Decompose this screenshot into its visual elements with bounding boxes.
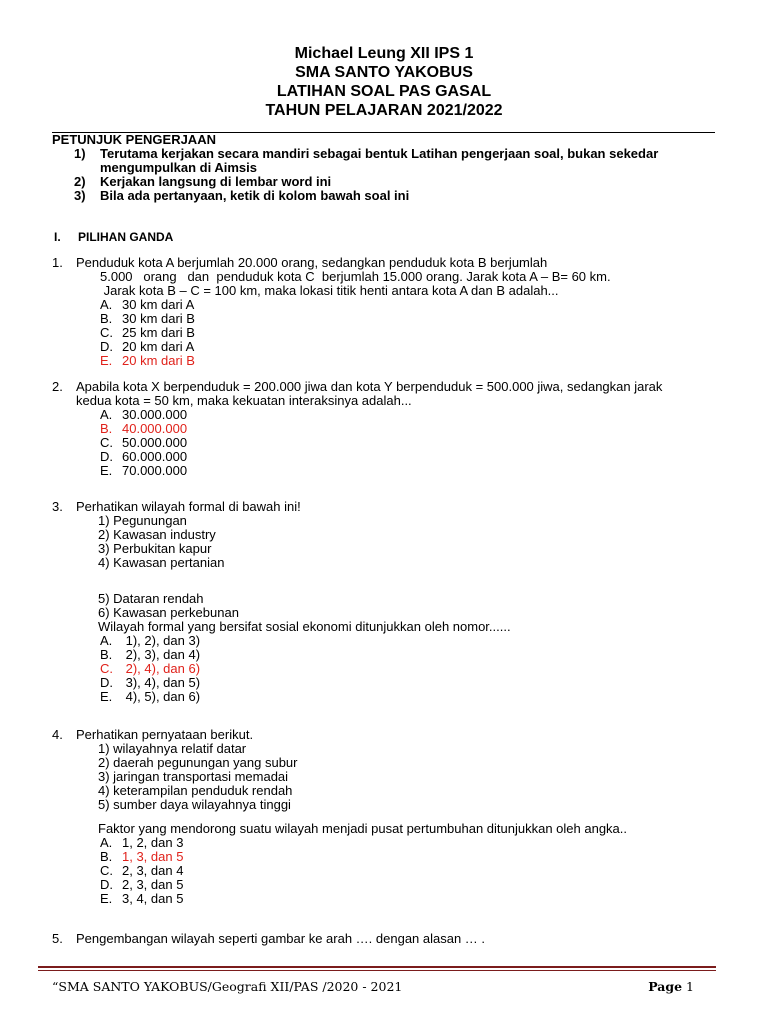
instructions-title: PETUNJUK PENGERJAAN xyxy=(52,132,216,147)
list-item: 2) Kawasan industry xyxy=(98,527,216,542)
list-item: 5) Dataran rendah xyxy=(98,591,204,606)
question-prompt: Wilayah formal yang bersifat sosial ekonomi ditunjukkan oleh nomor...... xyxy=(98,619,511,634)
question-1 xyxy=(52,256,712,368)
question-4 xyxy=(52,728,712,906)
option-e-selected-answer[interactable]: E. 20 km dari B xyxy=(100,353,195,368)
student-name-line: Michael Leung XII IPS 1 xyxy=(294,45,474,62)
question-stem: 5. Pengembangan wilayah seperti gambar ke arah …. dengan alasan … . xyxy=(52,931,486,946)
page-number: Page 1 xyxy=(648,979,694,994)
option-c[interactable]: C. 2, 3, dan 4 xyxy=(100,863,184,878)
question-stem-cont: Jarak kota B – C = 100 km, maka lokasi titik henti antara kota A dan B adalah... xyxy=(100,283,559,298)
option-a[interactable]: A. 30 km dari A xyxy=(100,297,195,312)
option-a[interactable]: A. 1, 2, dan 3 xyxy=(100,835,184,850)
question-stem: 3. Perhatikan wilayah formal di bawah ini! xyxy=(52,499,301,514)
question-prompt: Faktor yang mendorong suatu wilayah menjadi pusat pertumbuhan ditunjukkan oleh angka.. xyxy=(98,821,628,836)
academic-year: TAHUN PELAJARAN 2021/2022 xyxy=(265,102,503,119)
option-a[interactable]: A. 1), 2), dan 3) xyxy=(100,633,201,648)
option-c[interactable]: C. 50.000.000 xyxy=(100,435,188,450)
document-header xyxy=(0,44,768,120)
footer-source: “SMA SANTO YAKOBUS/Geografi XII/PAS /2020 - 2021 xyxy=(52,979,403,994)
footer-divider xyxy=(38,966,716,971)
question-5 xyxy=(52,932,712,946)
instruction-item: 2) Kerjakan langsung di lembar word ini xyxy=(74,174,332,189)
option-b-selected-answer[interactable]: B. 40.000.000 xyxy=(100,421,188,436)
option-c[interactable]: C. 25 km dari B xyxy=(100,325,195,340)
option-d[interactable]: D. 3), 4), dan 5) xyxy=(100,675,201,690)
list-item: 3) Perbukitan kapur xyxy=(98,541,212,556)
option-e[interactable]: E. 4), 5), dan 6) xyxy=(100,689,201,704)
list-item: 6) Kawasan perkebunan xyxy=(98,605,239,620)
question-stem: 1. Penduduk kota A berjumlah 20.000 orang, sedangkan penduduk kota B berjumlah xyxy=(52,255,548,270)
instruction-item: 3) Bila ada pertanyaan, ketik di kolom bawah soal ini xyxy=(74,188,410,203)
option-b-selected-answer[interactable]: B. 1, 3, dan 5 xyxy=(100,849,184,864)
option-d[interactable]: D. 2, 3, dan 5 xyxy=(100,877,184,892)
school-name: SMA SANTO YAKOBUS xyxy=(295,64,473,81)
option-c-selected-answer[interactable]: C. 2), 4), dan 6) xyxy=(100,661,201,676)
option-e[interactable]: E. 3, 4, dan 5 xyxy=(100,891,184,906)
exam-title: LATIHAN SOAL PAS GASAL xyxy=(276,83,492,100)
question-stem: 4. Perhatikan pernyataan berikut. xyxy=(52,727,254,742)
section-heading: I. PILIHAN GANDA xyxy=(54,230,174,244)
list-item: 3) jaringan transportasi memadai xyxy=(98,769,289,784)
option-d[interactable]: D. 60.000.000 xyxy=(100,449,188,464)
option-e[interactable]: E. 70.000.000 xyxy=(100,463,188,478)
question-2 xyxy=(52,380,712,478)
list-item: 1) Pegunungan xyxy=(98,513,187,528)
list-item: 4) Kawasan pertanian xyxy=(98,555,225,570)
option-d[interactable]: D. 20 km dari A xyxy=(100,339,195,354)
instructions-block xyxy=(52,132,712,203)
option-b[interactable]: B. 30 km dari B xyxy=(100,311,195,326)
question-stem: 2. Apabila kota X berpenduduk = 200.000 jiwa dan kota Y berpenduduk = 500.000 jiwa, sedangkan jarak xyxy=(52,379,663,394)
question-3 xyxy=(52,500,712,704)
list-item: 2) daerah pegunungan yang subur xyxy=(98,755,298,770)
list-item: 4) keterampilan penduduk rendah xyxy=(98,783,293,798)
option-b[interactable]: B. 2), 3), dan 4) xyxy=(100,647,201,662)
question-stem-cont: kedua kota = 50 km, maka kekuatan interaksinya adalah... xyxy=(76,393,412,408)
question-stem-cont: 5.000 orang dan penduduk kota C berjumlah 15.000 orang. Jarak kota A – B= 60 km. xyxy=(100,269,611,284)
list-item: 5) sumber daya wilayahnya tinggi xyxy=(98,797,291,812)
list-item: 1) wilayahnya relatif datar xyxy=(98,741,247,756)
instruction-item: 1) Terutama kerjakan secara mandiri sebagai bentuk Latihan pengerjaan soal, bukan sekedar mengumpulkan di Aimsis xyxy=(74,146,659,175)
option-a[interactable]: A. 30.000.000 xyxy=(100,407,188,422)
